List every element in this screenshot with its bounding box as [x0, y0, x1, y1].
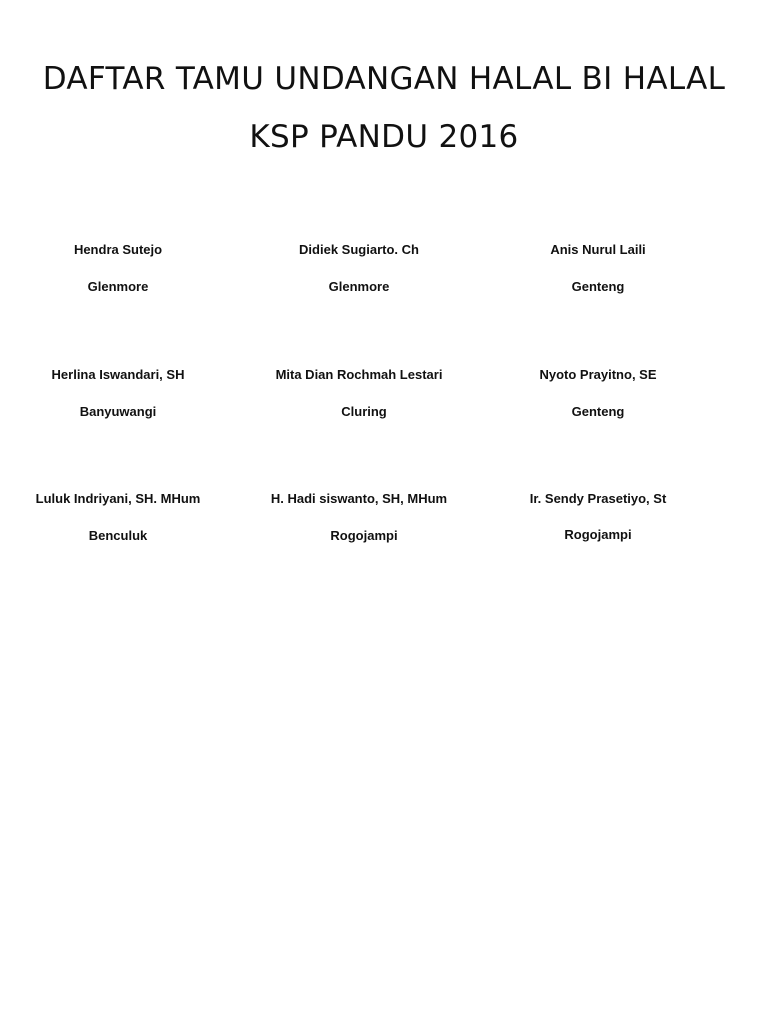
guest-location: Genteng [571, 404, 625, 419]
document-title-line-1: DAFTAR TAMU UNDANGAN HALAL BI HALAL [42, 61, 726, 97]
guest-name: Mita Dian Rochmah Lestari [275, 367, 443, 382]
document-title-line-2: KSP PANDU 2016 [249, 119, 519, 155]
guest-location: Benculuk [88, 528, 148, 543]
guest-name: H. Hadi siswanto, SH, MHum [270, 491, 448, 506]
guest-name: Anis Nurul Laili [550, 242, 646, 257]
guest-location: Genteng [571, 279, 625, 294]
guest-location: Banyuwangi [79, 404, 157, 419]
guest-name: Luluk Indriyani, SH. MHum [35, 491, 201, 506]
guest-name: Herlina Iswandari, SH [51, 367, 185, 382]
guest-name: Ir. Sendy Prasetiyo, St [529, 491, 667, 506]
guest-location: Rogojampi [564, 527, 632, 542]
guest-name: Nyoto Prayitno, SE [539, 367, 657, 382]
guest-location: Glenmore [328, 279, 390, 294]
guest-location: Glenmore [87, 279, 149, 294]
guest-name: Hendra Sutejo [73, 242, 163, 257]
guest-location: Cluring [341, 404, 387, 419]
guest-name: Didiek Sugiarto. Ch [299, 242, 419, 257]
guest-location: Rogojampi [330, 528, 398, 543]
